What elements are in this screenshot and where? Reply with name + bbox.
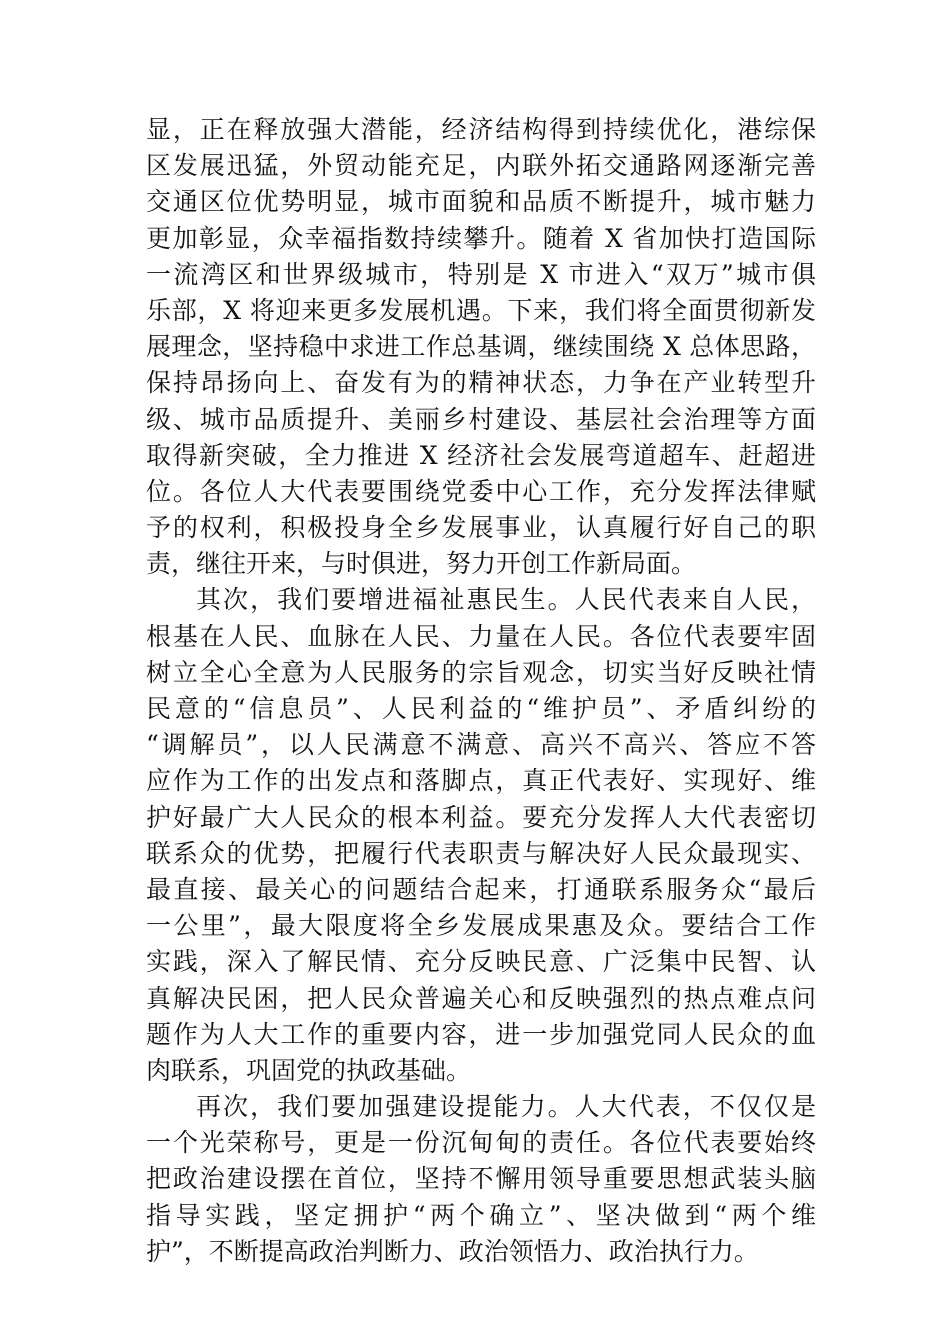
text-line: 护好最广大人民众的根本利益。要充分发挥人大代表密切: [146, 802, 816, 832]
text-line: 级、城市品质提升、美丽乡村建设、基层社会治理等方面: [146, 404, 816, 434]
text-line: 展理念，坚持稳中求进工作总基调，继续围绕 X 总体思路，: [146, 332, 816, 362]
text-line: 联系众的优势，把履行代表职责与解决好人民众最现实、: [146, 838, 816, 868]
text-line: 一个光荣称号，更是一份沉甸甸的责任。各位代表要始终: [146, 1128, 816, 1158]
text-line: 予的权利，积极投身全乡发展事业，认真履行好自己的职: [146, 513, 816, 543]
text-line: 保持昂扬向上、奋发有为的精神状态，力争在产业转型升: [146, 368, 816, 398]
text-line: 树立全心全意为人民服务的宗旨观念，切实当好反映社情: [146, 657, 816, 687]
text-line: 护”，不断提高政治判断力、政治领悟力、政治执行力。: [146, 1236, 759, 1266]
text-line: 根基在人民、血脉在人民、力量在人民。各位代表要牢固: [146, 621, 816, 651]
text-line: 更加彰显，众幸福指数持续攀升。随着 X 省加快打造国际: [146, 223, 816, 253]
text-line: 交通区位优势明显，城市面貌和品质不断提升，城市魅力: [146, 187, 816, 217]
text-line: 显，正在释放强大潜能，经济结构得到持续优化，港综保: [146, 115, 816, 144]
text-line: “调解员”，以人民满意不满意、高兴不高兴、答应不答: [146, 730, 816, 760]
text-line: 实践，深入了解民情、充分反映民意、广泛集中民智、认: [146, 947, 816, 977]
text-line: 应作为工作的出发点和落脚点，真正代表好、实现好、维: [146, 766, 816, 796]
paragraph: [146, 582, 816, 1089]
text-line: 区发展迅猛，外贸动能充足，内联外拓交通路网逐渐完善: [146, 151, 816, 181]
text-line: 其次，我们要增进福祉惠民生。人民代表来自人民，: [196, 585, 816, 615]
body-text: [146, 112, 816, 1270]
text-line: 把政治建设摆在首位，坚持不懈用领导重要思想武装头脑: [146, 1164, 816, 1194]
text-line: 再次，我们要加强建设提能力。人大代表，不仅仅是: [196, 1092, 816, 1122]
text-line: 民意的“信息员”、人民利益的“维护员”、矛盾纠纷的: [146, 694, 816, 723]
text-line: 一流湾区和世界级城市，特别是 X 市进入“双万”城市俱: [146, 259, 816, 289]
text-line: 肉联系，巩固党的执政基础。: [146, 1055, 472, 1085]
paragraph: [146, 1089, 816, 1270]
text-line: 题作为人大工作的重要内容，进一步加强党同人民众的血: [146, 1019, 816, 1049]
text-line: 一公里”，最大限度将全乡发展成果惠及众。要结合工作: [146, 911, 816, 941]
text-line: 最直接、最关心的问题结合起来，打通联系服务众“最后: [146, 874, 816, 904]
text-line: 位。各位人大代表要围绕党委中心工作，充分发挥法律赋: [146, 476, 816, 506]
text-line: 乐部，X 将迎来更多发展机遇。下来，我们将全面贯彻新发: [146, 295, 816, 325]
text-line: 指导实践，坚定拥护“两个确立”、坚决做到“两个维: [146, 1200, 816, 1230]
text-line: 真解决民困，把人民众普遍关心和反映强烈的热点难点问: [146, 983, 816, 1013]
paragraph: [146, 112, 816, 582]
text-line: 取得新突破，全力推进 X 经济社会发展弯道超车、赶超进: [146, 440, 816, 470]
text-line: 责，继往开来，与时俱进，努力开创工作新局面。: [146, 549, 697, 579]
